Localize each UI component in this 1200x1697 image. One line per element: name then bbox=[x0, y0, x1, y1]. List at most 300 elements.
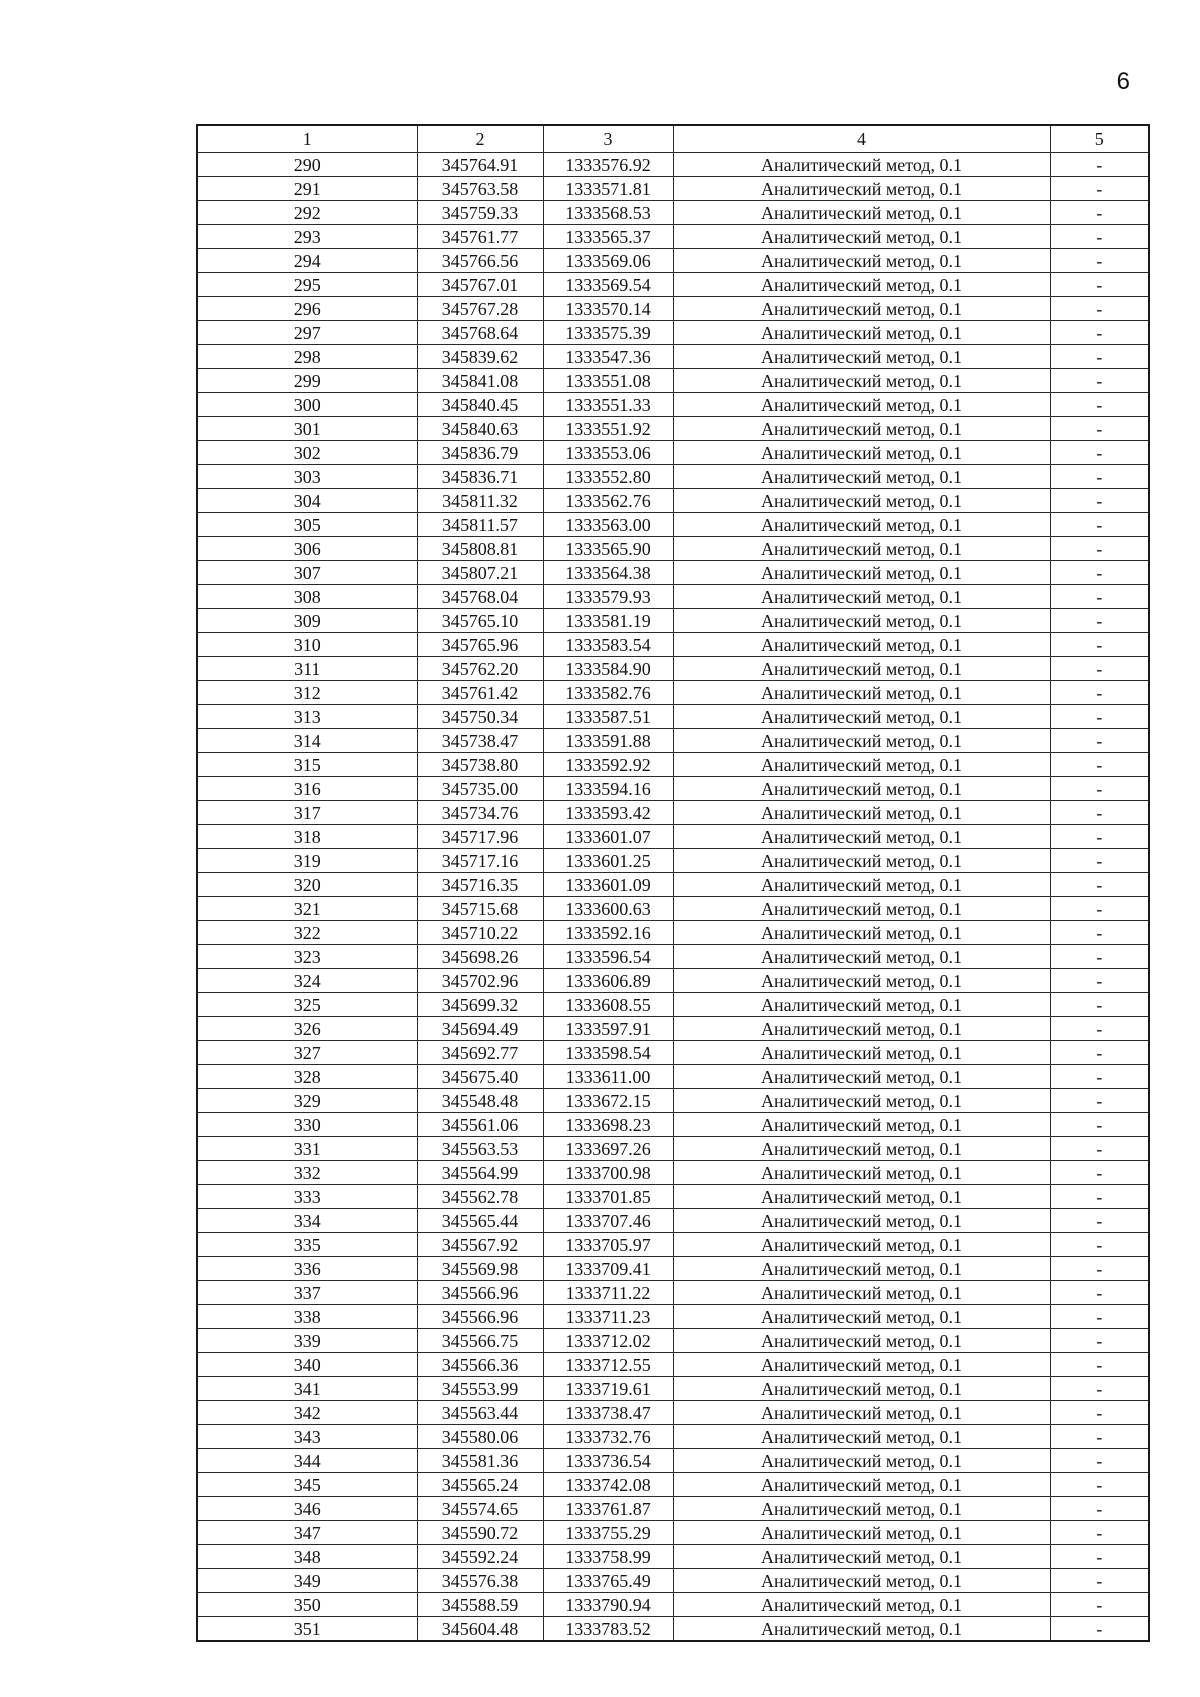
method-cell: Аналитический метод, 0.1 bbox=[673, 825, 1050, 849]
description-cell: - bbox=[1050, 1449, 1149, 1473]
point-number-cell: 336 bbox=[197, 1257, 417, 1281]
y-coordinate-cell: 1333738.47 bbox=[543, 1401, 673, 1425]
method-cell: Аналитический метод, 0.1 bbox=[673, 681, 1050, 705]
table-header-row bbox=[197, 125, 1149, 153]
method-cell: Аналитический метод, 0.1 bbox=[673, 801, 1050, 825]
column-header-method: 4 bbox=[673, 125, 1050, 153]
y-coordinate-cell: 1333611.00 bbox=[543, 1065, 673, 1089]
description-cell: - bbox=[1050, 1401, 1149, 1425]
x-coordinate-cell: 345563.44 bbox=[417, 1401, 543, 1425]
table-row bbox=[197, 201, 1149, 225]
method-cell: Аналитический метод, 0.1 bbox=[673, 1617, 1050, 1642]
y-coordinate-cell: 1333697.26 bbox=[543, 1137, 673, 1161]
table-row bbox=[197, 1305, 1149, 1329]
x-coordinate-cell: 345735.00 bbox=[417, 777, 543, 801]
y-coordinate-cell: 1333712.55 bbox=[543, 1353, 673, 1377]
y-coordinate-cell: 1333563.00 bbox=[543, 513, 673, 537]
table-row bbox=[197, 753, 1149, 777]
table-row bbox=[197, 993, 1149, 1017]
point-number-cell: 313 bbox=[197, 705, 417, 729]
x-coordinate-cell: 345765.96 bbox=[417, 633, 543, 657]
point-number-cell: 350 bbox=[197, 1593, 417, 1617]
x-coordinate-cell: 345836.79 bbox=[417, 441, 543, 465]
description-cell: - bbox=[1050, 1017, 1149, 1041]
y-coordinate-cell: 1333601.25 bbox=[543, 849, 673, 873]
description-cell: - bbox=[1050, 1089, 1149, 1113]
point-number-cell: 310 bbox=[197, 633, 417, 657]
method-cell: Аналитический метод, 0.1 bbox=[673, 249, 1050, 273]
point-number-cell: 317 bbox=[197, 801, 417, 825]
x-coordinate-cell: 345807.21 bbox=[417, 561, 543, 585]
method-cell: Аналитический метод, 0.1 bbox=[673, 513, 1050, 537]
y-coordinate-cell: 1333596.54 bbox=[543, 945, 673, 969]
x-coordinate-cell: 345694.49 bbox=[417, 1017, 543, 1041]
x-coordinate-cell: 345588.59 bbox=[417, 1593, 543, 1617]
table-row bbox=[197, 345, 1149, 369]
description-cell: - bbox=[1050, 561, 1149, 585]
point-number-cell: 301 bbox=[197, 417, 417, 441]
point-number-cell: 349 bbox=[197, 1569, 417, 1593]
table-row bbox=[197, 1617, 1149, 1642]
description-cell: - bbox=[1050, 1425, 1149, 1449]
x-coordinate-cell: 345580.06 bbox=[417, 1425, 543, 1449]
table-row bbox=[197, 1161, 1149, 1185]
method-cell: Аналитический метод, 0.1 bbox=[673, 657, 1050, 681]
x-coordinate-cell: 345738.47 bbox=[417, 729, 543, 753]
page-number: 6 bbox=[1116, 68, 1130, 95]
description-cell: - bbox=[1050, 873, 1149, 897]
x-coordinate-cell: 345840.63 bbox=[417, 417, 543, 441]
x-coordinate-cell: 345576.38 bbox=[417, 1569, 543, 1593]
x-coordinate-cell: 345811.57 bbox=[417, 513, 543, 537]
table-row bbox=[197, 873, 1149, 897]
y-coordinate-cell: 1333587.51 bbox=[543, 705, 673, 729]
x-coordinate-cell: 345734.76 bbox=[417, 801, 543, 825]
point-number-cell: 319 bbox=[197, 849, 417, 873]
y-coordinate-cell: 1333562.76 bbox=[543, 489, 673, 513]
description-cell: - bbox=[1050, 1545, 1149, 1569]
method-cell: Аналитический метод, 0.1 bbox=[673, 945, 1050, 969]
description-cell: - bbox=[1050, 897, 1149, 921]
description-cell: - bbox=[1050, 1209, 1149, 1233]
method-cell: Аналитический метод, 0.1 bbox=[673, 321, 1050, 345]
description-cell: - bbox=[1050, 753, 1149, 777]
y-coordinate-cell: 1333582.76 bbox=[543, 681, 673, 705]
x-coordinate-cell: 345564.99 bbox=[417, 1161, 543, 1185]
method-cell: Аналитический метод, 0.1 bbox=[673, 753, 1050, 777]
point-number-cell: 346 bbox=[197, 1497, 417, 1521]
description-cell: - bbox=[1050, 153, 1149, 177]
y-coordinate-cell: 1333592.16 bbox=[543, 921, 673, 945]
y-coordinate-cell: 1333783.52 bbox=[543, 1617, 673, 1642]
method-cell: Аналитический метод, 0.1 bbox=[673, 1161, 1050, 1185]
y-coordinate-cell: 1333593.42 bbox=[543, 801, 673, 825]
table-row bbox=[197, 801, 1149, 825]
point-number-cell: 300 bbox=[197, 393, 417, 417]
table-row bbox=[197, 1497, 1149, 1521]
table-row bbox=[197, 1185, 1149, 1209]
x-coordinate-cell: 345574.65 bbox=[417, 1497, 543, 1521]
description-cell: - bbox=[1050, 633, 1149, 657]
y-coordinate-cell: 1333576.92 bbox=[543, 153, 673, 177]
description-cell: - bbox=[1050, 1473, 1149, 1497]
y-coordinate-cell: 1333564.38 bbox=[543, 561, 673, 585]
y-coordinate-cell: 1333700.98 bbox=[543, 1161, 673, 1185]
table-row bbox=[197, 513, 1149, 537]
description-cell: - bbox=[1050, 1353, 1149, 1377]
table-row bbox=[197, 1473, 1149, 1497]
x-coordinate-cell: 345548.48 bbox=[417, 1089, 543, 1113]
x-coordinate-cell: 345763.58 bbox=[417, 177, 543, 201]
point-number-cell: 331 bbox=[197, 1137, 417, 1161]
table-row bbox=[197, 1425, 1149, 1449]
x-coordinate-cell: 345563.53 bbox=[417, 1137, 543, 1161]
method-cell: Аналитический метод, 0.1 bbox=[673, 297, 1050, 321]
point-number-cell: 312 bbox=[197, 681, 417, 705]
method-cell: Аналитический метод, 0.1 bbox=[673, 1353, 1050, 1377]
y-coordinate-cell: 1333705.97 bbox=[543, 1233, 673, 1257]
y-coordinate-cell: 1333552.80 bbox=[543, 465, 673, 489]
point-number-cell: 311 bbox=[197, 657, 417, 681]
description-cell: - bbox=[1050, 249, 1149, 273]
point-number-cell: 316 bbox=[197, 777, 417, 801]
x-coordinate-cell: 345841.08 bbox=[417, 369, 543, 393]
y-coordinate-cell: 1333765.49 bbox=[543, 1569, 673, 1593]
table-row bbox=[197, 729, 1149, 753]
method-cell: Аналитический метод, 0.1 bbox=[673, 705, 1050, 729]
description-cell: - bbox=[1050, 1569, 1149, 1593]
y-coordinate-cell: 1333709.41 bbox=[543, 1257, 673, 1281]
method-cell: Аналитический метод, 0.1 bbox=[673, 1593, 1050, 1617]
method-cell: Аналитический метод, 0.1 bbox=[673, 1473, 1050, 1497]
point-number-cell: 328 bbox=[197, 1065, 417, 1089]
description-cell: - bbox=[1050, 969, 1149, 993]
description-cell: - bbox=[1050, 705, 1149, 729]
point-number-cell: 335 bbox=[197, 1233, 417, 1257]
x-coordinate-cell: 345698.26 bbox=[417, 945, 543, 969]
table-row bbox=[197, 417, 1149, 441]
table-row bbox=[197, 897, 1149, 921]
table-row bbox=[197, 1377, 1149, 1401]
x-coordinate-cell: 345567.92 bbox=[417, 1233, 543, 1257]
point-number-cell: 291 bbox=[197, 177, 417, 201]
x-coordinate-cell: 345715.68 bbox=[417, 897, 543, 921]
table-row bbox=[197, 1281, 1149, 1305]
point-number-cell: 325 bbox=[197, 993, 417, 1017]
y-coordinate-cell: 1333565.37 bbox=[543, 225, 673, 249]
method-cell: Аналитический метод, 0.1 bbox=[673, 1113, 1050, 1137]
method-cell: Аналитический метод, 0.1 bbox=[673, 1041, 1050, 1065]
table-row bbox=[197, 297, 1149, 321]
table-row bbox=[197, 777, 1149, 801]
point-number-cell: 294 bbox=[197, 249, 417, 273]
y-coordinate-cell: 1333758.99 bbox=[543, 1545, 673, 1569]
table-row bbox=[197, 705, 1149, 729]
table-row bbox=[197, 1545, 1149, 1569]
y-coordinate-cell: 1333606.89 bbox=[543, 969, 673, 993]
x-coordinate-cell: 345717.96 bbox=[417, 825, 543, 849]
point-number-cell: 306 bbox=[197, 537, 417, 561]
method-cell: Аналитический метод, 0.1 bbox=[673, 849, 1050, 873]
method-cell: Аналитический метод, 0.1 bbox=[673, 921, 1050, 945]
method-cell: Аналитический метод, 0.1 bbox=[673, 1017, 1050, 1041]
table-row bbox=[197, 1113, 1149, 1137]
description-cell: - bbox=[1050, 177, 1149, 201]
y-coordinate-cell: 1333565.90 bbox=[543, 537, 673, 561]
description-cell: - bbox=[1050, 1617, 1149, 1642]
point-number-cell: 340 bbox=[197, 1353, 417, 1377]
x-coordinate-cell: 345768.64 bbox=[417, 321, 543, 345]
description-cell: - bbox=[1050, 825, 1149, 849]
x-coordinate-cell: 345569.98 bbox=[417, 1257, 543, 1281]
table-row bbox=[197, 177, 1149, 201]
table-row bbox=[197, 1137, 1149, 1161]
table-row bbox=[197, 681, 1149, 705]
y-coordinate-cell: 1333732.76 bbox=[543, 1425, 673, 1449]
y-coordinate-cell: 1333719.61 bbox=[543, 1377, 673, 1401]
point-number-cell: 348 bbox=[197, 1545, 417, 1569]
x-coordinate-cell: 345750.34 bbox=[417, 705, 543, 729]
description-cell: - bbox=[1050, 1329, 1149, 1353]
table-row bbox=[197, 561, 1149, 585]
y-coordinate-cell: 1333551.92 bbox=[543, 417, 673, 441]
point-number-cell: 321 bbox=[197, 897, 417, 921]
x-coordinate-cell: 345561.06 bbox=[417, 1113, 543, 1137]
point-number-cell: 304 bbox=[197, 489, 417, 513]
method-cell: Аналитический метод, 0.1 bbox=[673, 1377, 1050, 1401]
y-coordinate-cell: 1333698.23 bbox=[543, 1113, 673, 1137]
method-cell: Аналитический метод, 0.1 bbox=[673, 1425, 1050, 1449]
table-row bbox=[197, 369, 1149, 393]
x-coordinate-cell: 345761.77 bbox=[417, 225, 543, 249]
description-cell: - bbox=[1050, 1521, 1149, 1545]
x-coordinate-cell: 345762.20 bbox=[417, 657, 543, 681]
table-row bbox=[197, 1041, 1149, 1065]
table-row bbox=[197, 1089, 1149, 1113]
description-cell: - bbox=[1050, 297, 1149, 321]
method-cell: Аналитический метод, 0.1 bbox=[673, 729, 1050, 753]
y-coordinate-cell: 1333761.87 bbox=[543, 1497, 673, 1521]
method-cell: Аналитический метод, 0.1 bbox=[673, 1329, 1050, 1353]
column-header-description: 5 bbox=[1050, 125, 1149, 153]
method-cell: Аналитический метод, 0.1 bbox=[673, 537, 1050, 561]
table-row bbox=[197, 249, 1149, 273]
table-row bbox=[197, 441, 1149, 465]
method-cell: Аналитический метод, 0.1 bbox=[673, 1089, 1050, 1113]
method-cell: Аналитический метод, 0.1 bbox=[673, 873, 1050, 897]
table-row bbox=[197, 1329, 1149, 1353]
point-number-cell: 327 bbox=[197, 1041, 417, 1065]
description-cell: - bbox=[1050, 537, 1149, 561]
description-cell: - bbox=[1050, 993, 1149, 1017]
description-cell: - bbox=[1050, 801, 1149, 825]
method-cell: Аналитический метод, 0.1 bbox=[673, 1281, 1050, 1305]
y-coordinate-cell: 1333592.92 bbox=[543, 753, 673, 777]
description-cell: - bbox=[1050, 417, 1149, 441]
x-coordinate-cell: 345768.04 bbox=[417, 585, 543, 609]
y-coordinate-cell: 1333583.54 bbox=[543, 633, 673, 657]
table-row bbox=[197, 537, 1149, 561]
point-number-cell: 309 bbox=[197, 609, 417, 633]
table-row bbox=[197, 825, 1149, 849]
x-coordinate-cell: 345759.33 bbox=[417, 201, 543, 225]
method-cell: Аналитический метод, 0.1 bbox=[673, 777, 1050, 801]
y-coordinate-cell: 1333742.08 bbox=[543, 1473, 673, 1497]
y-coordinate-cell: 1333598.54 bbox=[543, 1041, 673, 1065]
description-cell: - bbox=[1050, 393, 1149, 417]
description-cell: - bbox=[1050, 1233, 1149, 1257]
table-row bbox=[197, 1449, 1149, 1473]
table-row bbox=[197, 585, 1149, 609]
method-cell: Аналитический метод, 0.1 bbox=[673, 225, 1050, 249]
x-coordinate-cell: 345604.48 bbox=[417, 1617, 543, 1642]
table-row bbox=[197, 945, 1149, 969]
x-coordinate-cell: 345566.96 bbox=[417, 1281, 543, 1305]
description-cell: - bbox=[1050, 1161, 1149, 1185]
x-coordinate-cell: 345566.96 bbox=[417, 1305, 543, 1329]
table-row bbox=[197, 849, 1149, 873]
point-number-cell: 337 bbox=[197, 1281, 417, 1305]
table-row bbox=[197, 489, 1149, 513]
x-coordinate-cell: 345766.56 bbox=[417, 249, 543, 273]
description-cell: - bbox=[1050, 489, 1149, 513]
y-coordinate-cell: 1333601.09 bbox=[543, 873, 673, 897]
method-cell: Аналитический метод, 0.1 bbox=[673, 897, 1050, 921]
point-number-cell: 307 bbox=[197, 561, 417, 585]
point-number-cell: 299 bbox=[197, 369, 417, 393]
coordinates-table bbox=[196, 124, 1150, 1642]
description-cell: - bbox=[1050, 225, 1149, 249]
x-coordinate-cell: 345717.16 bbox=[417, 849, 543, 873]
method-cell: Аналитический метод, 0.1 bbox=[673, 1137, 1050, 1161]
x-coordinate-cell: 345675.40 bbox=[417, 1065, 543, 1089]
point-number-cell: 295 bbox=[197, 273, 417, 297]
table-row bbox=[197, 609, 1149, 633]
x-coordinate-cell: 345565.24 bbox=[417, 1473, 543, 1497]
table-row bbox=[197, 465, 1149, 489]
x-coordinate-cell: 345702.96 bbox=[417, 969, 543, 993]
column-header-y: 3 bbox=[543, 125, 673, 153]
x-coordinate-cell: 345767.01 bbox=[417, 273, 543, 297]
x-coordinate-cell: 345566.75 bbox=[417, 1329, 543, 1353]
table-row bbox=[197, 969, 1149, 993]
method-cell: Аналитический метод, 0.1 bbox=[673, 1449, 1050, 1473]
description-cell: - bbox=[1050, 1593, 1149, 1617]
description-cell: - bbox=[1050, 1065, 1149, 1089]
y-coordinate-cell: 1333594.16 bbox=[543, 777, 673, 801]
method-cell: Аналитический метод, 0.1 bbox=[673, 1233, 1050, 1257]
y-coordinate-cell: 1333736.54 bbox=[543, 1449, 673, 1473]
x-coordinate-cell: 345581.36 bbox=[417, 1449, 543, 1473]
point-number-cell: 318 bbox=[197, 825, 417, 849]
x-coordinate-cell: 345765.10 bbox=[417, 609, 543, 633]
column-header-x: 2 bbox=[417, 125, 543, 153]
x-coordinate-cell: 345699.32 bbox=[417, 993, 543, 1017]
y-coordinate-cell: 1333568.53 bbox=[543, 201, 673, 225]
x-coordinate-cell: 345738.80 bbox=[417, 753, 543, 777]
description-cell: - bbox=[1050, 657, 1149, 681]
method-cell: Аналитический метод, 0.1 bbox=[673, 177, 1050, 201]
y-coordinate-cell: 1333569.06 bbox=[543, 249, 673, 273]
x-coordinate-cell: 345710.22 bbox=[417, 921, 543, 945]
table-row bbox=[197, 1233, 1149, 1257]
y-coordinate-cell: 1333707.46 bbox=[543, 1209, 673, 1233]
point-number-cell: 292 bbox=[197, 201, 417, 225]
description-cell: - bbox=[1050, 345, 1149, 369]
y-coordinate-cell: 1333581.19 bbox=[543, 609, 673, 633]
x-coordinate-cell: 345808.81 bbox=[417, 537, 543, 561]
method-cell: Аналитический метод, 0.1 bbox=[673, 393, 1050, 417]
x-coordinate-cell: 345716.35 bbox=[417, 873, 543, 897]
description-cell: - bbox=[1050, 441, 1149, 465]
point-number-cell: 338 bbox=[197, 1305, 417, 1329]
table-row bbox=[197, 225, 1149, 249]
method-cell: Аналитический метод, 0.1 bbox=[673, 465, 1050, 489]
description-cell: - bbox=[1050, 1113, 1149, 1137]
table-row bbox=[197, 1521, 1149, 1545]
y-coordinate-cell: 1333712.02 bbox=[543, 1329, 673, 1353]
x-coordinate-cell: 345761.42 bbox=[417, 681, 543, 705]
y-coordinate-cell: 1333790.94 bbox=[543, 1593, 673, 1617]
method-cell: Аналитический метод, 0.1 bbox=[673, 1209, 1050, 1233]
x-coordinate-cell: 345767.28 bbox=[417, 297, 543, 321]
point-number-cell: 297 bbox=[197, 321, 417, 345]
point-number-cell: 345 bbox=[197, 1473, 417, 1497]
method-cell: Аналитический метод, 0.1 bbox=[673, 1497, 1050, 1521]
x-coordinate-cell: 345811.32 bbox=[417, 489, 543, 513]
table-row bbox=[197, 1593, 1149, 1617]
method-cell: Аналитический метод, 0.1 bbox=[673, 345, 1050, 369]
point-number-cell: 339 bbox=[197, 1329, 417, 1353]
point-number-cell: 333 bbox=[197, 1185, 417, 1209]
y-coordinate-cell: 1333601.07 bbox=[543, 825, 673, 849]
method-cell: Аналитический метод, 0.1 bbox=[673, 153, 1050, 177]
method-cell: Аналитический метод, 0.1 bbox=[673, 993, 1050, 1017]
x-coordinate-cell: 345592.24 bbox=[417, 1545, 543, 1569]
table-row bbox=[197, 393, 1149, 417]
method-cell: Аналитический метод, 0.1 bbox=[673, 969, 1050, 993]
description-cell: - bbox=[1050, 1497, 1149, 1521]
table-row bbox=[197, 1065, 1149, 1089]
method-cell: Аналитический метод, 0.1 bbox=[673, 489, 1050, 513]
method-cell: Аналитический метод, 0.1 bbox=[673, 561, 1050, 585]
x-coordinate-cell: 345565.44 bbox=[417, 1209, 543, 1233]
description-cell: - bbox=[1050, 945, 1149, 969]
table-row bbox=[197, 1209, 1149, 1233]
y-coordinate-cell: 1333579.93 bbox=[543, 585, 673, 609]
method-cell: Аналитический метод, 0.1 bbox=[673, 1065, 1050, 1089]
method-cell: Аналитический метод, 0.1 bbox=[673, 369, 1050, 393]
y-coordinate-cell: 1333584.90 bbox=[543, 657, 673, 681]
description-cell: - bbox=[1050, 609, 1149, 633]
point-number-cell: 344 bbox=[197, 1449, 417, 1473]
y-coordinate-cell: 1333553.06 bbox=[543, 441, 673, 465]
table-row bbox=[197, 1257, 1149, 1281]
x-coordinate-cell: 345836.71 bbox=[417, 465, 543, 489]
point-number-cell: 332 bbox=[197, 1161, 417, 1185]
y-coordinate-cell: 1333600.63 bbox=[543, 897, 673, 921]
point-number-cell: 351 bbox=[197, 1617, 417, 1642]
point-number-cell: 341 bbox=[197, 1377, 417, 1401]
point-number-cell: 326 bbox=[197, 1017, 417, 1041]
description-cell: - bbox=[1050, 777, 1149, 801]
method-cell: Аналитический метод, 0.1 bbox=[673, 1521, 1050, 1545]
method-cell: Аналитический метод, 0.1 bbox=[673, 633, 1050, 657]
table-body bbox=[197, 153, 1149, 1642]
point-number-cell: 293 bbox=[197, 225, 417, 249]
y-coordinate-cell: 1333547.36 bbox=[543, 345, 673, 369]
x-coordinate-cell: 345840.45 bbox=[417, 393, 543, 417]
